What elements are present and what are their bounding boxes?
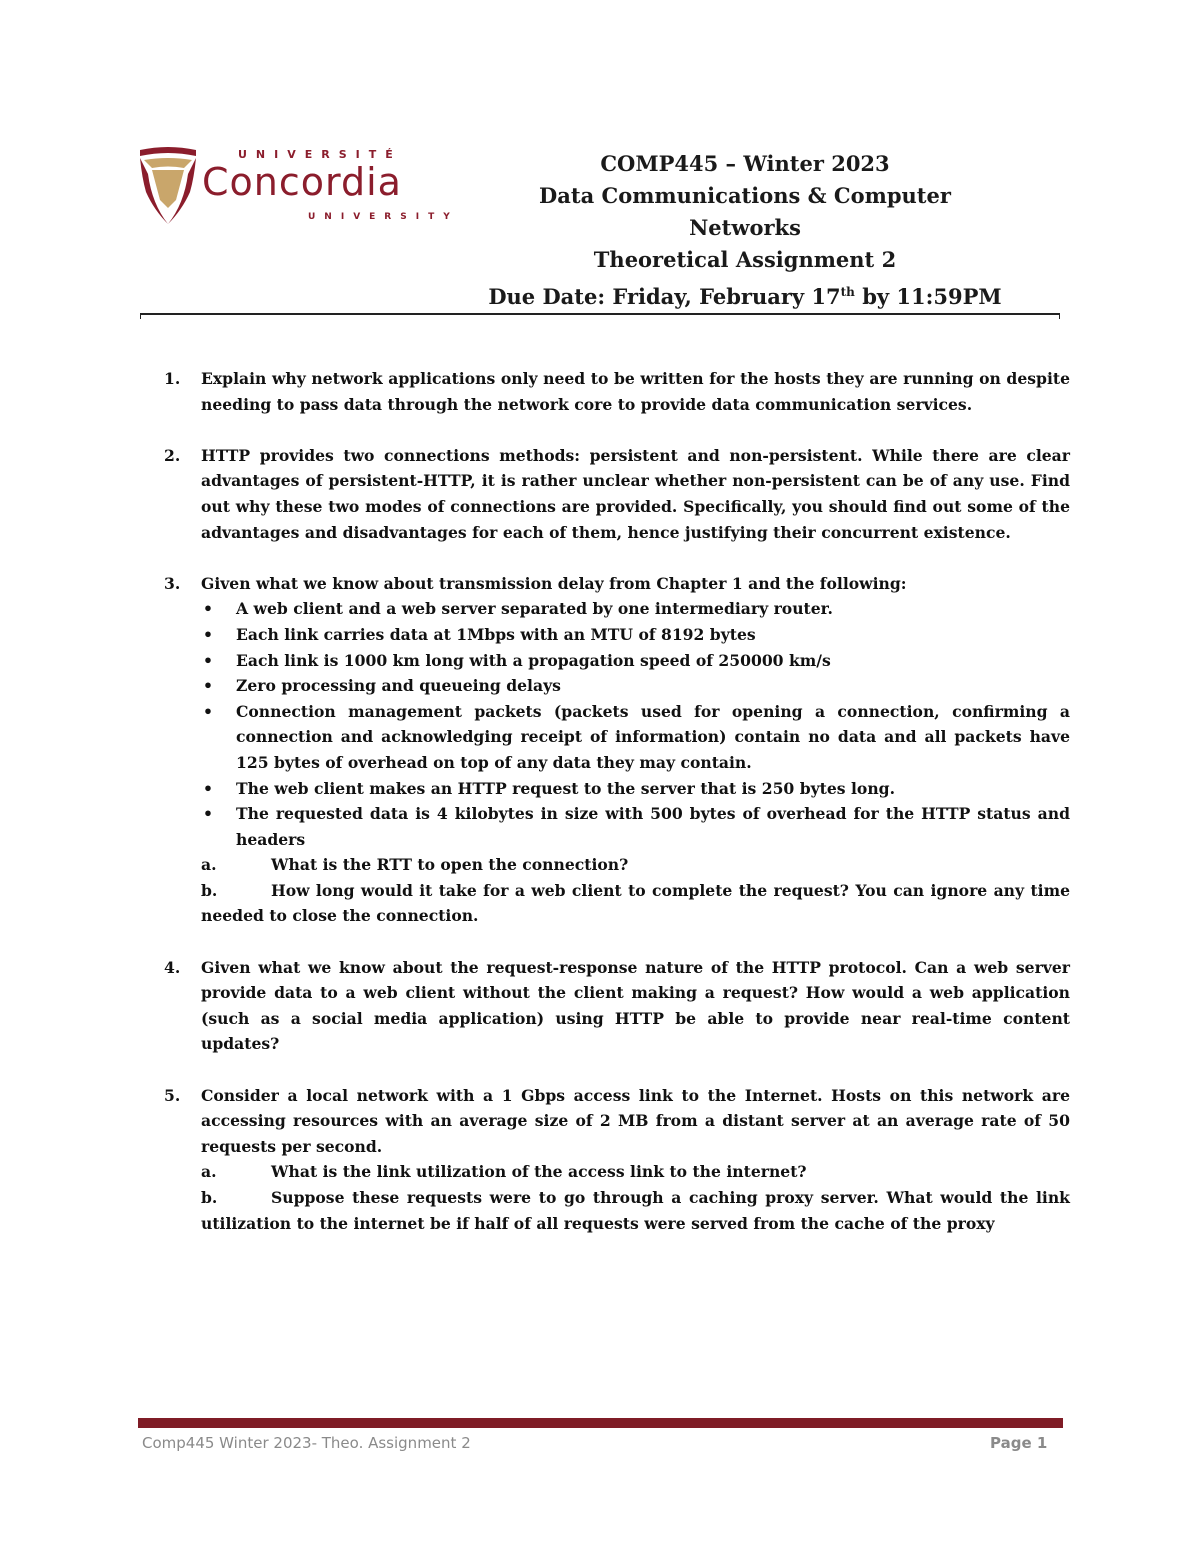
subquestion-a (201, 852, 1070, 878)
question-number: 2. (164, 445, 181, 465)
question-2 (160, 443, 1070, 545)
subquestion-letter: b. (201, 880, 218, 900)
question-text: HTTP provides two connections methods: persistent and non-persistent. While there are clear advantages of persistent-HTTP, it is rather unclear whether non-persistent can be of any use. Find out why these two modes of connections are provided. Specifically, you should find out some of the advantages and disadvantages for each of them, hence justifying their concurrent existence. (201, 445, 1070, 542)
question-4 (160, 955, 1070, 1057)
list-item: • The requested data is 4 kilobytes in size with 500 bytes of overhead for the HTTP status and headers (201, 801, 1070, 852)
subquestion-letter: a. (201, 1162, 217, 1182)
concordia-logo (138, 140, 468, 230)
due-date-suffix: by 11:59PM (854, 284, 1002, 309)
question-3 (160, 571, 1070, 929)
list-item: • Each link is 1000 km long with a propagation speed of 250000 km/s (201, 648, 1070, 674)
logo-concordia-text: Concordia (202, 160, 402, 204)
list-item: • Each link carries data at 1Mbps with an MTU of 8192 bytes (201, 622, 1070, 648)
list-item: • A web client and a web server separated by one intermediary router. (201, 596, 1070, 622)
question-text: Given what we know about the request-response nature of the HTTP protocol. Can a web server provide data to a web client without the client making a request? How would a web application (such as a social media application) using HTTP be able to provide near real-time content updates? (201, 957, 1070, 1054)
logo-university-text: UNIVERSITY (308, 212, 459, 222)
subquestion-letter: b. (201, 1188, 218, 1207)
list-item: • Connection management packets (packets used for opening a connection, confirming a connection and acknowledging receipt of information) contain no data and all packets have 125 bytes of overhead on top of any data they may contain. (201, 699, 1070, 776)
logo-universite-text: UNIVERSITÉ (238, 148, 402, 161)
due-date-prefix: Due Date: Friday, February 17 (488, 284, 841, 309)
question-1 (160, 366, 1070, 417)
question-5 (160, 1083, 1070, 1237)
assignment-title: Theoretical Assignment 2 (593, 247, 897, 272)
question-number: 4. (164, 957, 181, 977)
footer-course-label: Comp445 Winter 2023- Theo. Assignment 2 (142, 1434, 471, 1452)
subquestion-text: Suppose these requests were to go through a caching proxy server. What would the link utilization to the internet be if half of all requests were served from the cache of the proxy (201, 1188, 1070, 1233)
assignment-questions (160, 366, 1070, 1236)
due-date (480, 276, 1010, 313)
question-number: 5. (164, 1085, 181, 1105)
question-number: 3. (164, 573, 181, 593)
page-number: Page 1 (990, 1434, 1048, 1452)
course-title: COMP445 – Winter 2023 (600, 151, 890, 176)
question-intro: Given what we know about transmission delay from Chapter 1 and the following: (201, 573, 907, 593)
subquestion-b (201, 1185, 1070, 1236)
subquestion-letter: a. (201, 855, 217, 875)
header-divider (140, 313, 1060, 315)
question-text: Explain why network applications only need to be written for the hosts they are running on despite needing to pass data through the network core to provide data communication services. (201, 369, 1070, 414)
due-date-sup: th (840, 285, 855, 299)
document-header (480, 148, 1010, 313)
subquestion-text: What is the RTT to open the connection? (271, 855, 629, 875)
course-name: Data Communications & Computer Networks (539, 183, 951, 240)
assumptions-list (201, 596, 1070, 852)
concordia-shield-icon (138, 144, 198, 230)
subquestion-text: What is the link utilization of the access link to the internet? (271, 1162, 807, 1182)
subquestion-text: How long would it take for a web client to complete the request? You can ignore any time needed to close the connection. (201, 880, 1070, 926)
question-number: 1. (164, 369, 181, 388)
list-item: • The web client makes an HTTP request to the server that is 250 bytes long. (201, 776, 1070, 802)
list-item: • Zero processing and queueing delays (201, 673, 1070, 699)
footer-bar (138, 1418, 1063, 1428)
subquestion-a (201, 1159, 1070, 1185)
question-text: Consider a local network with a 1 Gbps access link to the Internet. Hosts on this network are accessing resources with an average size of 2 MB from a distant server at an average rate of 50 requests per second. (201, 1085, 1070, 1156)
subquestion-b (201, 878, 1070, 929)
